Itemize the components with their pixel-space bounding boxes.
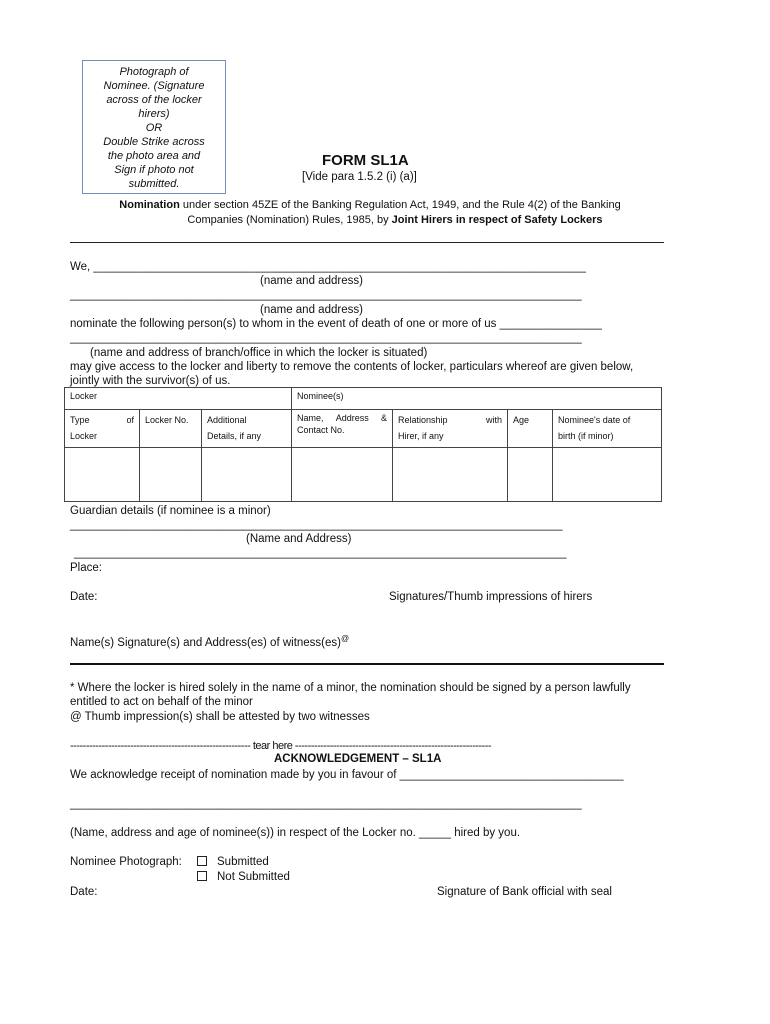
- col-additional-line-2: Details, if any: [207, 431, 262, 441]
- col-of-word: of: [126, 415, 134, 425]
- col-type-word: Type: [70, 415, 90, 425]
- photo-box-line: submitted.: [128, 178, 180, 190]
- note-minor-line-2: entitled to act on behalf of the minor: [70, 696, 253, 708]
- submitted-option[interactable]: [197, 856, 269, 868]
- intro-line-1: [60, 199, 680, 211]
- access-line-1: may give access to the locker and liberty to remove the contents of locker, particulars whereof are given below,: [70, 361, 634, 373]
- cell-type-of-locker[interactable]: [65, 448, 140, 502]
- col-relationship-word: Relationship: [398, 415, 448, 425]
- cell-relationship[interactable]: [393, 448, 508, 502]
- form-subtitle: [Vide para 1.5.2 (i) (a)]: [302, 171, 417, 183]
- witness-divider: [70, 663, 664, 665]
- guardian-line-1[interactable]: _____________________________________________________________________________: [70, 519, 563, 531]
- ack-blank-line[interactable]: ________________________________________________________________________________: [70, 798, 582, 810]
- col-relationship: [393, 410, 508, 448]
- nominate-line[interactable]: nominate the following person(s) to whom in the event of death of one or more of us ________________: [70, 318, 602, 330]
- blank-line-1[interactable]: ________________________________________________________________________________: [70, 289, 582, 301]
- col-name-word: Name,: [297, 413, 324, 423]
- not-submitted-checkbox[interactable]: [197, 871, 207, 881]
- intro-text-2: Companies (Nomination) Rules, 1985, by: [187, 214, 392, 226]
- col-address-word: Address: [335, 413, 369, 423]
- photo-box-line: hirers): [138, 108, 170, 120]
- name-address-caption-1: (name and address): [260, 275, 363, 287]
- cell-locker-no[interactable]: [140, 448, 202, 502]
- form-title: FORM SL1A: [322, 152, 409, 169]
- cell-dob[interactable]: [553, 448, 662, 502]
- col-nominee-dob: [553, 410, 662, 448]
- intro-bold-nomination: Nomination: [119, 199, 180, 211]
- cell-age[interactable]: [508, 448, 553, 502]
- access-line-2: jointly with the survivor(s) of us.: [70, 375, 231, 387]
- col-with-word: with: [485, 415, 502, 425]
- photo-box-line: across of the locker: [106, 94, 202, 106]
- photo-box-line: Double Strike across: [103, 136, 205, 148]
- col-additional-details: [202, 410, 292, 448]
- ack-receipt-line[interactable]: We acknowledge receipt of nomination made by you in favour of ___________________________________: [70, 769, 624, 781]
- photo-box-line: the photo area and: [107, 150, 201, 162]
- tear-here-line: --------------------------------------------------------- tear here --------------------------------------------------------------: [70, 740, 492, 752]
- col-ampersand: &: [380, 413, 387, 423]
- col-additional-line-1: Additional: [207, 415, 247, 425]
- submitted-label: Submitted: [217, 856, 269, 868]
- col-locker-no: Locker No.: [140, 410, 202, 448]
- photo-box-line: Photograph of: [119, 66, 189, 78]
- hirer-signatures-label: Signatures/Thumb impressions of hirers: [389, 591, 593, 603]
- col-name-address-contact: [292, 410, 393, 448]
- note-minor-line-1: * Where the locker is hired solely in the name of a minor, the nomination should be signed by a person lawfully: [70, 682, 631, 694]
- intro-line-2: [60, 214, 730, 226]
- col-dob-line-1: Nominee's date of: [558, 415, 631, 425]
- col-hirer-if-any: Hirer, if any: [398, 431, 444, 441]
- header-divider: [70, 242, 664, 243]
- witness-text: Name(s) Signature(s) and Address(es) of witness(es): [70, 636, 341, 649]
- photo-box-line: Sign if photo not: [114, 164, 194, 176]
- nominee-photograph-label: Nominee Photograph:: [70, 856, 182, 868]
- intro-bold-joint-hirers: Joint Hirers in respect of Safety Lockers: [391, 214, 603, 226]
- guardian-name-address-caption: (Name and Address): [246, 533, 352, 545]
- branch-note: (name and address of branch/office in which the locker is situated): [90, 347, 428, 359]
- col-contact-no: Contact No.: [297, 425, 345, 435]
- ack-date-label: Date:: [70, 886, 98, 898]
- blank-line-2[interactable]: ________________________________________________________________________________: [70, 332, 582, 344]
- submitted-checkbox[interactable]: [197, 856, 207, 866]
- note-thumb-impression: @ Thumb impression(s) shall be attested by two witnesses: [70, 711, 370, 723]
- not-submitted-option[interactable]: [197, 871, 290, 883]
- intro-text-1: under section 45ZE of the Banking Regulation Act, 1949, and the Rule 4(2) of the Banking: [179, 199, 621, 211]
- nominee-photo-box: [82, 60, 226, 194]
- date-label: Date:: [70, 591, 98, 603]
- witness-label: [70, 634, 349, 649]
- col-type-of-locker: [65, 410, 140, 448]
- table-column-header-row: [65, 410, 662, 448]
- guardian-label: Guardian details (if nominee is a minor): [70, 505, 271, 517]
- table-group-header-row: [65, 388, 662, 410]
- col-locker-word: Locker: [70, 431, 98, 441]
- locker-nominee-table: [64, 387, 662, 502]
- cell-additional-details[interactable]: [202, 448, 292, 502]
- photo-box-line: Nominee. (Signature: [103, 80, 205, 92]
- acknowledgement-title: ACKNOWLEDGEMENT – SL1A: [274, 753, 442, 765]
- photo-box-line: OR: [145, 122, 163, 134]
- locker-group-header: Locker: [65, 388, 292, 410]
- cell-nominee-name[interactable]: [292, 448, 393, 502]
- col-dob-line-2: birth (if minor): [558, 431, 614, 441]
- place-label: Place:: [70, 562, 102, 574]
- we-line[interactable]: We, _____________________________________________________________________________: [70, 261, 586, 273]
- witness-superscript: @: [341, 634, 350, 643]
- guardian-line-2[interactable]: _____________________________________________________________________________: [74, 547, 567, 559]
- table-row: [65, 448, 662, 502]
- col-age: Age: [508, 410, 553, 448]
- ack-nominee-line[interactable]: (Name, address and age of nominee(s)) in respect of the Locker no. _____ hired by you.: [70, 827, 521, 839]
- nominee-group-header: Nominee(s): [292, 388, 662, 410]
- not-submitted-label: Not Submitted: [217, 871, 290, 883]
- bank-official-signature-label: Signature of Bank official with seal: [437, 886, 612, 898]
- name-address-caption-2: (name and address): [260, 304, 363, 316]
